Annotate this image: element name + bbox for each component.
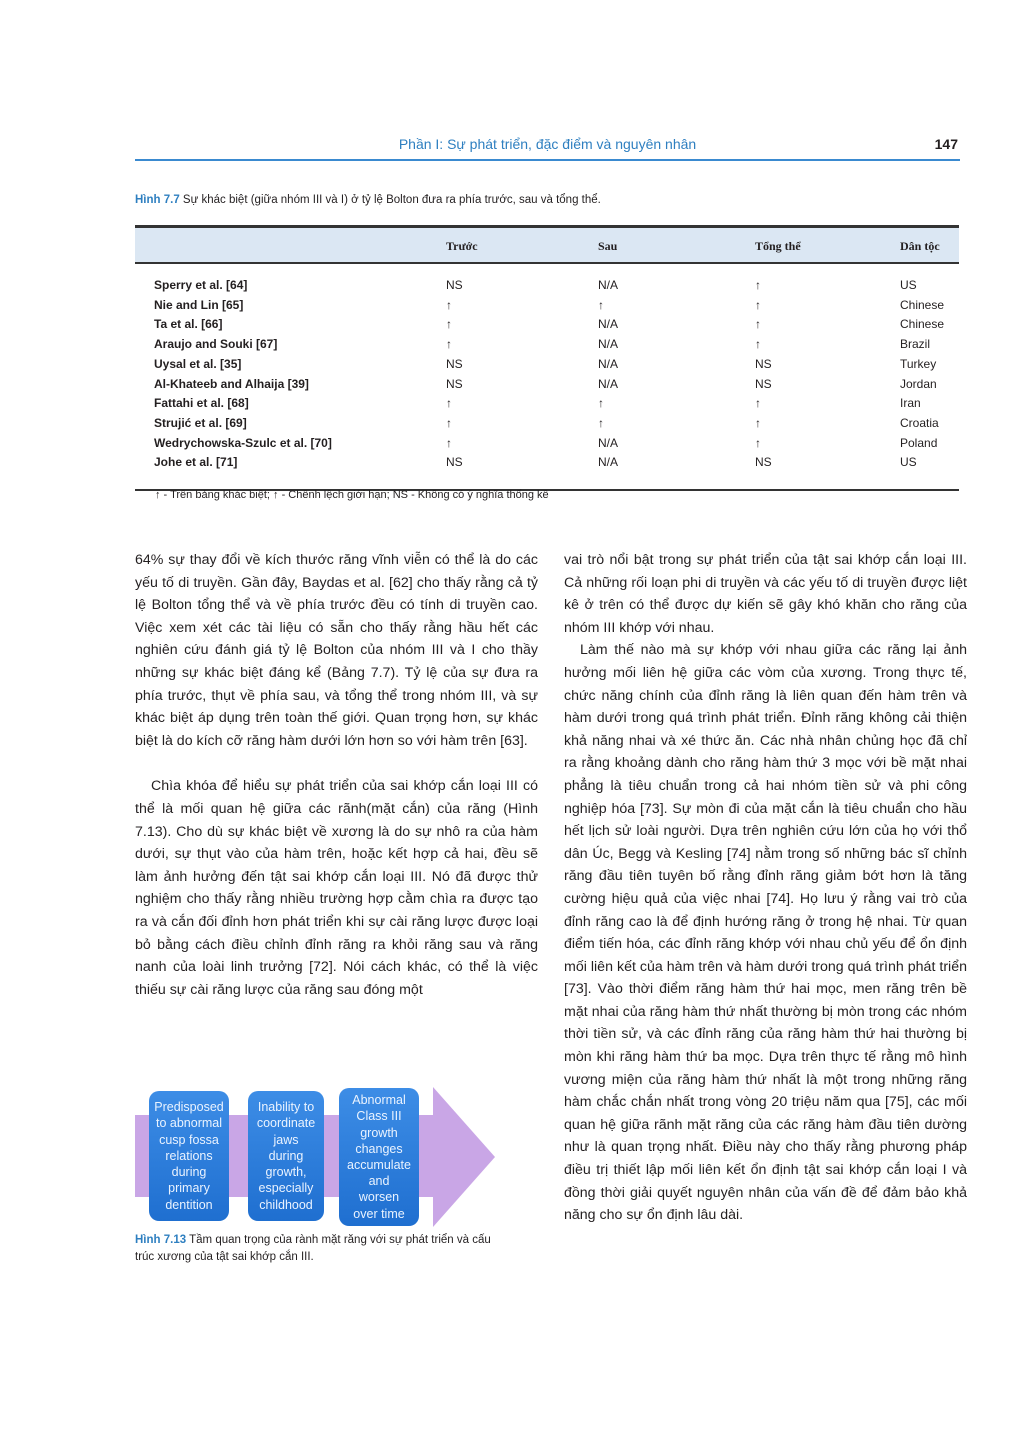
running-header: [135, 134, 960, 158]
table-row: [135, 436, 959, 456]
table-row: [135, 278, 959, 298]
table-cell: NS: [446, 455, 463, 470]
table-cell: NS: [446, 278, 463, 292]
column-header: Trước: [446, 239, 478, 253]
table-body: [135, 264, 959, 489]
table-cell: ↑: [755, 415, 761, 430]
table-row: [135, 298, 959, 318]
table-footnote: ↑ - Trên bảng khác biệt; ↑ - Chênh lệch giới hạn; NS - Không có ý nghĩa thống kê: [155, 489, 549, 501]
bolton-table: [135, 225, 959, 491]
table-cell: NS: [755, 376, 772, 391]
paragraph: 64% sự thay đổi về kích thước răng vĩnh viễn có thể là do các yếu tố di truyền. Gần đây, Baydas et al. [62] cho thấy rằng cả tỷ lệ Bolton tổng thể và về phía trước đều có tính di truyền cao. Việc xem xét các tài liệu có sẵn cho thấy rằng hầu hết các nghiên cứu đánh giá tỷ lệ Bolton của nhóm III và I cho thầy những sự khác biệt đáng kể (Bảng 7.7). Tỷ lệ của sự đưa ra phía trước, thụt về phía sau, và tổng thể trong nhóm III, và sự khác biệt áp dụng trên toàn thế giới. Quan trọng hơn, sự khác biệt là do kích cỡ răng hàm dưới lớn hơn so với hàm trên [63].: [135, 552, 538, 749]
table-cell: Poland: [900, 435, 938, 450]
table-row: [135, 337, 959, 357]
table-cell: N/A: [598, 356, 619, 371]
figure-box-stage-1: Predisposed to abnormal cusp fossa relations during primary dentition: [149, 1091, 229, 1221]
table-caption: [135, 194, 601, 206]
table-cell: NS: [755, 356, 772, 371]
chapter-title: Phần I: Sự phát triển, đặc điểm và nguyên nhân: [398, 136, 697, 152]
table-cell: ↑: [598, 396, 604, 411]
table-cell: ↑: [446, 297, 452, 312]
table-row: [135, 416, 959, 436]
study-cell: Wedrychowska-Szulc et al. [70]: [154, 435, 332, 450]
table-cell: ↑: [755, 435, 761, 450]
study-cell: Nie and Lin [65]: [154, 297, 244, 312]
table-row: [135, 455, 959, 475]
table-cell: ↑: [446, 435, 452, 450]
figure-7-13: [135, 1087, 495, 1227]
header-rule: [135, 159, 960, 161]
table-cell: ↑: [755, 297, 761, 312]
table-cell: Croatia: [900, 415, 939, 430]
table-row: [135, 377, 959, 397]
page-number: 147: [934, 136, 958, 152]
table-cell: ↑: [446, 317, 452, 332]
study-cell: Sperry et al. [64]: [154, 278, 248, 292]
study-cell: Strujić et al. [69]: [154, 415, 247, 430]
table-cell: US: [900, 278, 917, 292]
table-cell: N/A: [598, 278, 619, 292]
table-cell: NS: [446, 376, 463, 391]
study-cell: Fattahi et al. [68]: [154, 396, 249, 411]
study-cell: Araujo and Souki [67]: [154, 337, 278, 352]
table-cell: US: [900, 455, 917, 470]
paragraph: Làm thế nào mà sự khớp với nhau giữa các răng lại ảnh hưởng mối liên hệ giữa các vòm của xương. Trong thực tế, chức năng chính của đỉnh răng là liên quan đến hàm trên và hàm dưới trong quá trình phát triển. Đỉnh răng không cải thiện khả năng nhai và xé thức ăn. Các nhà nhân chủng học đã chỉ ra rằng khoảng dành cho răng hàm thứ 3 mọc với bề mặt nhai phẳng là tiêu chuẩn trong cả hai nhóm tiền sử và phi công nghiệp hóa [73]. Sự mòn đi của mặt cắn là tiêu chuẩn cho hầu hết lịch sử loài người. Dựa trên nghiên cứu lớn của họ với thổ dân Úc, Begg và Kesling [74] nằm trong số những bác sĩ chỉnh răng đầu tiên tuyên bố rằng đỉnh răng giảm bớt hơn là tăng cường hiệu quả của việc nhai [74]. Họ lưu ý rằng vai trò của đỉnh răng cao là để định hướng răng ở trong hệ nhai. Từ quan điểm tiến hóa, các đỉnh răng khớp với nhau chủ yếu để ổn định mối liên kết của hàm trên và hàm dưới trong quá trình phát triển [73]. Vào thời điểm răng hàm thứ hai mọc, men răng trên bề mặt nhai của răng hàm thứ nhất thường bị mòn trong các nhóm thời tiền sử, và các đỉnh răng của răng hàm thứ hai thường bị mòn khi răng hàm thứ ba mọc. Dựa trên thực tế rằng mô hình vương miện của răng hàm thứ nhất là một trong những răng hàm chắc chắn nhất trong vòng 20 triệu năm qua [75], các mối quan hệ giữa rãnh mặt răng của các răng hàm đầu tiên dường như là quan trọng nhất. Điều này cho thấy rằng phương pháp điều trị thiết lập mối liên kết ổn định tật sai khớp cắn loại I và đồng thời giải quyết nguyên nhân của vấn đề để đảm bảo khả năng cho sự ổn định lâu dài.: [564, 642, 967, 1224]
table-cell: NS: [446, 356, 463, 371]
figure-caption-label: Hình 7.13: [135, 1234, 187, 1246]
study-cell: Ta et al. [66]: [154, 317, 223, 332]
table-cell: ↑: [446, 396, 452, 411]
table-cell: ↑: [598, 297, 604, 312]
table-cell: ↑: [755, 396, 761, 411]
right-column: [564, 549, 967, 1227]
table-caption-text: Sự khác biệt (giữa nhóm III và I) ở tỷ lệ Bolton đưa ra phía trước, sau và tổng thể.: [179, 194, 601, 206]
table-cell: N/A: [598, 435, 619, 450]
column-header: Sau: [598, 239, 618, 253]
table-cell: Chinese: [900, 297, 945, 312]
table-cell: Brazil: [900, 337, 931, 352]
table-row: [135, 317, 959, 337]
paragraph: vai trò nổi bật trong sự phát triển của tật sai khớp cắn loại III. Cả những rối loạn phi di truyền và các yếu tố di truyền được liệt kê ở trên có thể được dự kiến sẽ gây khó khăn cho răng của nhóm III khớp với nhau.: [564, 552, 967, 636]
paragraph: Chìa khóa để hiểu sự phát triển của sai khớp cắn loại III có thể là mối quan hệ giữa các rãnh(mặt cắn) của răng (Hình 7.13). Cho dù sự khác biệt về xương là do sự nhô ra của hàm dưới, sự thụt vào của hàm trên, hoặc kết hợp cả hai, đều sẽ làm ảnh hưởng đến tật sai khớp cắn loại III. Nó đã được thử nghiệm cho thấy rằng nhiều trường hợp cằm chìa ra được tạo ra và cắn đối đỉnh hơn phát triển khi sự cài răng lược được loại bỏ bằng cách điều chỉnh đỉnh răng ra khỏi răng sau và răng nanh của loài linh trưởng [72]. Nói cách khác, có thể là việc thiếu sự cài răng lược của răng sau đóng một: [135, 778, 538, 998]
table-row: [135, 396, 959, 416]
table-cell: N/A: [598, 337, 619, 352]
table-cell: NS: [755, 455, 772, 470]
study-cell: Uysal et al. [35]: [154, 356, 242, 371]
table-cell: ↑: [755, 337, 761, 352]
table-cell: Jordan: [900, 376, 937, 391]
table-cell: ↑: [446, 415, 452, 430]
table-caption-label: Hình 7.7: [135, 194, 180, 206]
table-header-row: [135, 228, 959, 262]
column-header: Tổng thể: [755, 239, 801, 253]
table-cell: N/A: [598, 455, 619, 470]
figure-box-stage-2: Inability to coordinate jaws during growth, especially childhood: [248, 1091, 324, 1221]
table-cell: N/A: [598, 376, 619, 391]
table-cell: ↑: [755, 278, 761, 292]
study-cell: Al-Khateeb and Alhaija [39]: [154, 376, 309, 391]
table-row: [135, 357, 959, 377]
study-cell: Johe et al. [71]: [154, 455, 238, 470]
table-cell: Turkey: [900, 356, 937, 371]
table-cell: ↑: [598, 415, 604, 430]
figure-box-stage-3: Abnormal Class III growth changes accumulate and worsen over time: [339, 1088, 419, 1226]
table-cell: ↑: [446, 337, 452, 352]
left-column: [135, 549, 538, 1001]
figure-caption: [135, 1232, 505, 1266]
column-header: Dân tộc: [900, 239, 940, 253]
table-cell: ↑: [755, 317, 761, 332]
figure-caption-text: Tầm quan trọng của rành mặt răng với sự phát triển và cấu trúc xương của tật sai khớp cắn III.: [135, 1234, 491, 1263]
table-cell: Chinese: [900, 317, 945, 332]
table-cell: Iran: [900, 396, 921, 411]
table-cell: N/A: [598, 317, 619, 332]
arrow-head-icon: [433, 1087, 495, 1227]
